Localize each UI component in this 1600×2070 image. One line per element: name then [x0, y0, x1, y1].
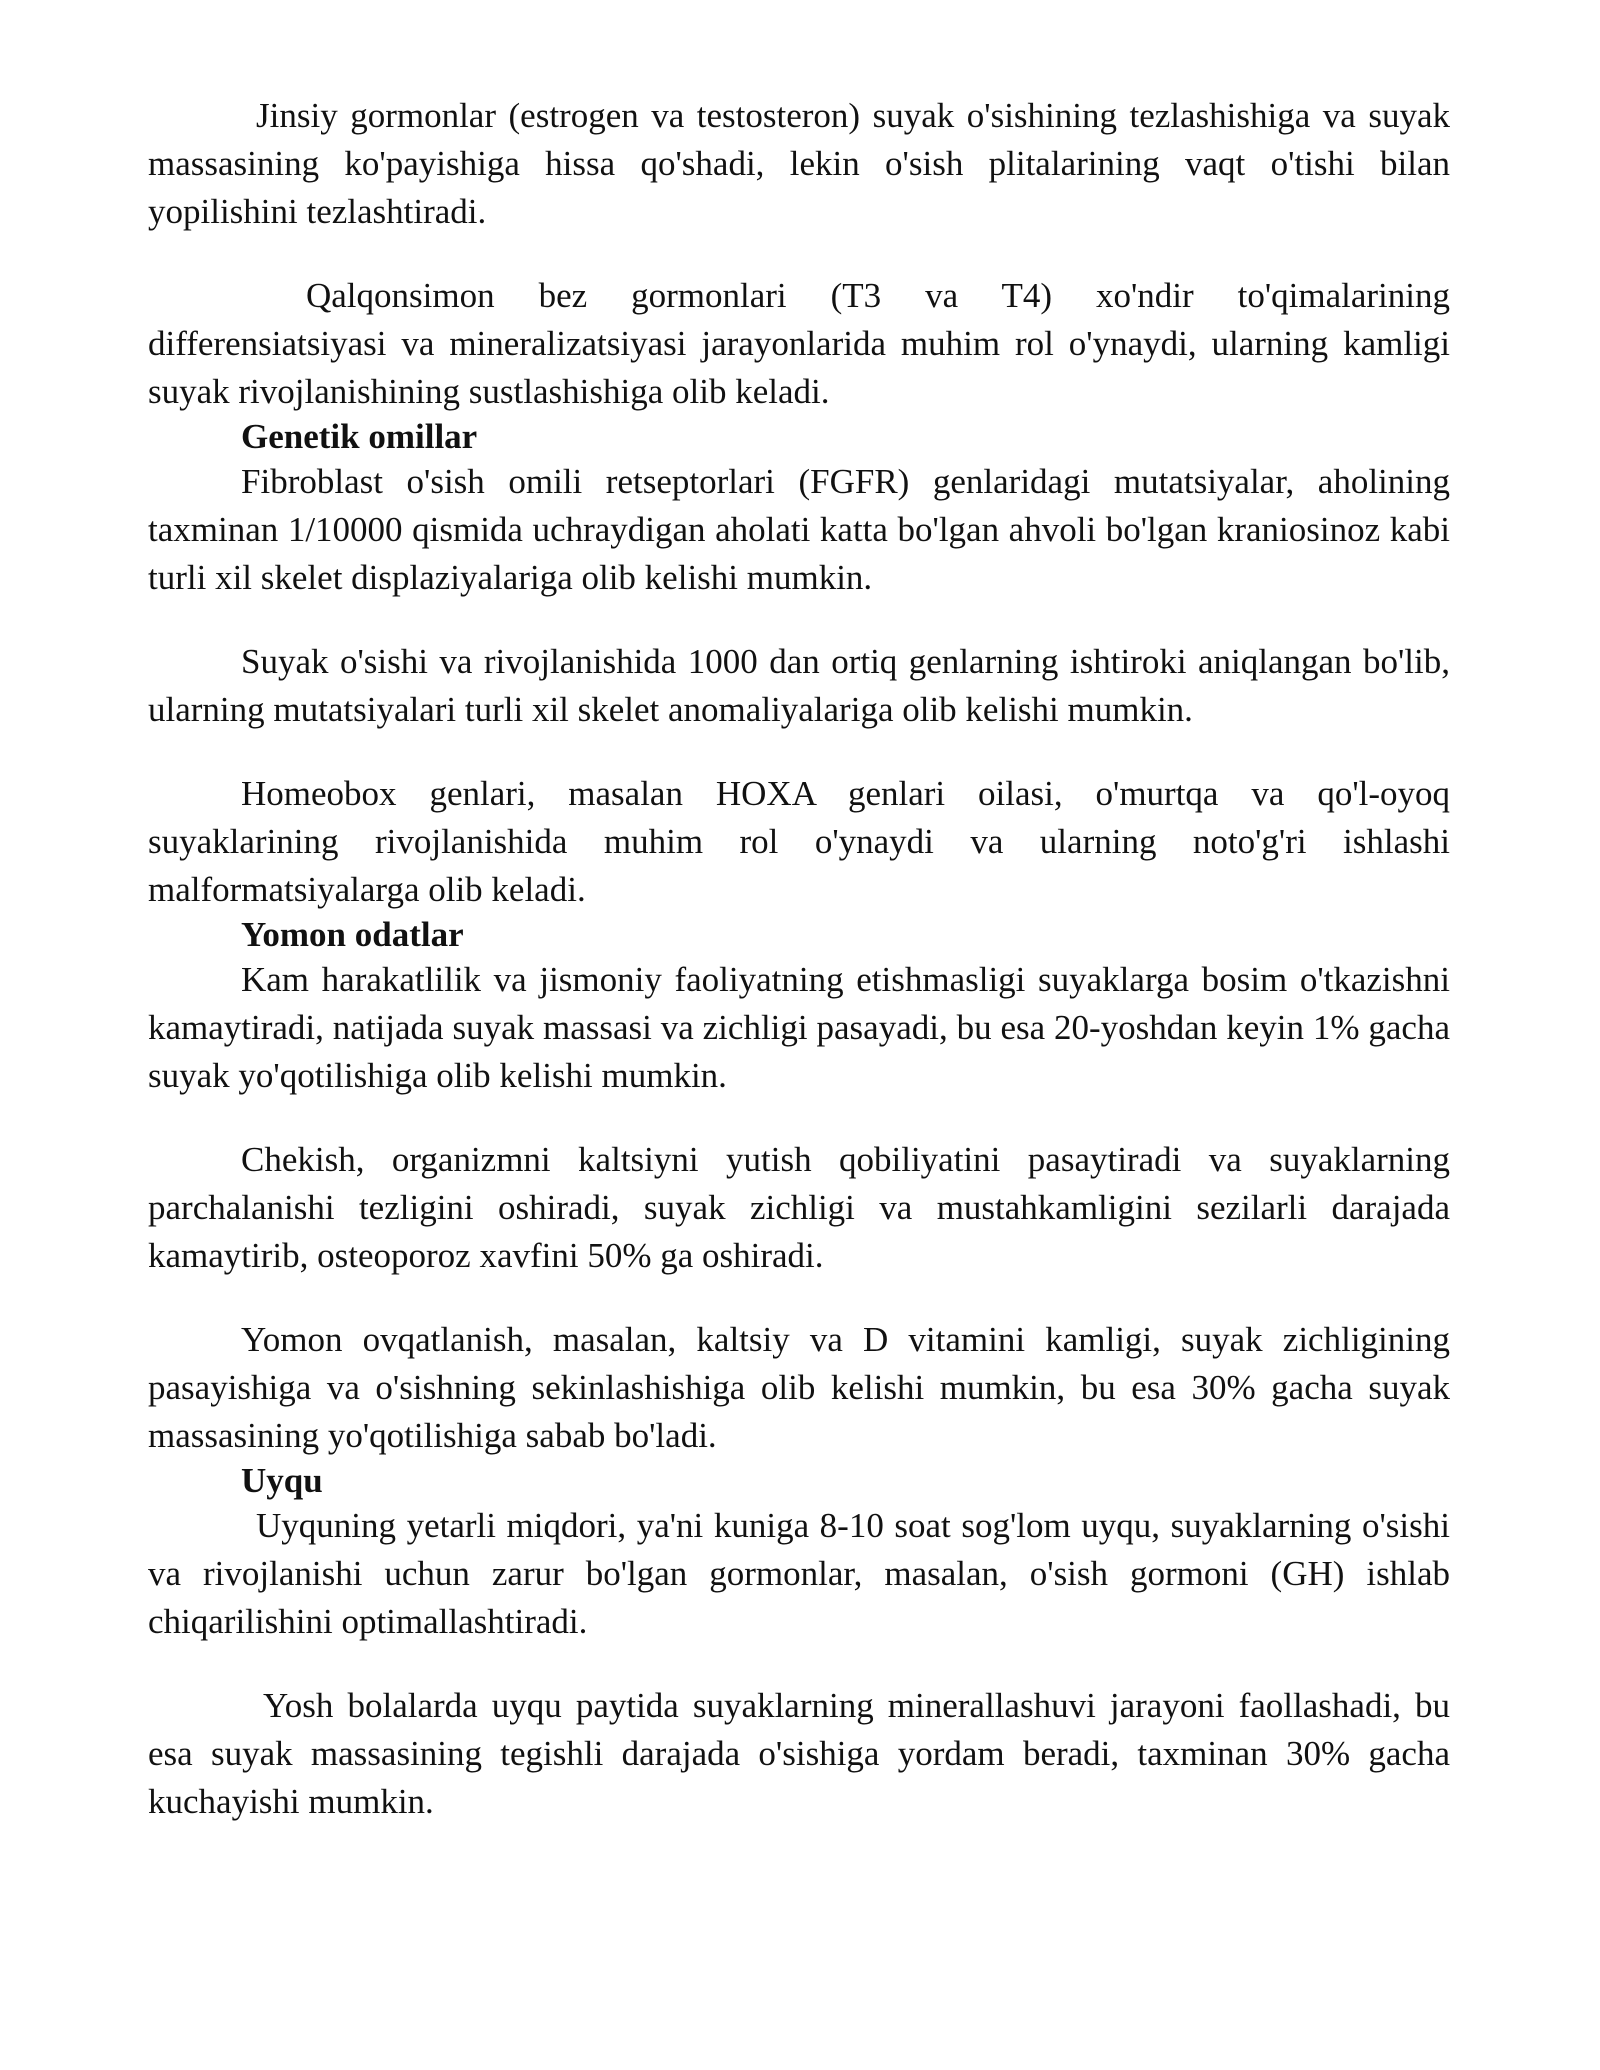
- paragraph-sleep-amount: Uyquning yetarli miqdori, ya'ni kuniga 8-10 soat sog'lom uyqu, suyaklarning o'sishi va rivojlanishi uchun zarur bo'lgan gormonlar, masalan, o'sish gormoni (GH) ishlab chiqarilishini optimallashtiradi.: [148, 1506, 1450, 1641]
- paragraph-smoking: Chekish, organizmni kaltsiyni yutish qobiliyatini pasaytiradi va suyaklarning parchalanishi tezligini oshiradi, suyak zichligi va mustahkamligini sezilarli darajada kamaytirib, osteoporoz xavfini 50% ga oshiradi.: [148, 1140, 1450, 1275]
- paragraph-fgfr: Fibroblast o'sish omili retseptorlari (FGFR) genlaridagi mutatsiyalar, aholining taxminan 1/10000 qismida uchraydigan aholati katta bo'lgan ahvoli bo'lgan kraniosinoz kabi turli xil skelet displaziyalariga olib kelishi mumkin.: [148, 462, 1450, 597]
- paragraph-sex-hormones: Jinsiy gormonlar (estrogen va testosteron) suyak o'sishining tezlashishiga va suyak massasining ko'payishiga hissa qo'shadi, lekin o'sish plitalarining vaqt o'tishi bilan yopilishini tezlashtiradi.: [148, 96, 1450, 231]
- paragraph-poor-nutrition: Yomon ovqatlanish, masalan, kaltsiy va D vitamini kamligi, suyak zichligining pasayishiga va o'sishning sekinlashishiga olib kelishi mumkin, bu esa 30% gacha suyak massasining yo'qotilishiga sabab bo'ladi.: [148, 1320, 1450, 1455]
- heading-bad-habits: Yomon odatlar: [241, 915, 464, 954]
- paragraph-low-activity: Kam harakatlilik va jismoniy faoliyatning etishmasligi suyaklarga bosim o'tkazishni kamaytiradi, natijada suyak massasi va zichligi pasayadi, bu esa 20-yoshdan keyin 1% gacha suyak yo'qotilishiga olib kelishi mumkin.: [148, 960, 1450, 1095]
- heading-sleep: Uyqu: [241, 1461, 323, 1500]
- document-page: [148, 92, 1450, 1826]
- paragraph-homeobox: Homeobox genlari, masalan HOXA genlari oilasi, o'murtqa va qo'l-oyoq suyaklarining rivojlanishida muhim rol o'ynaydi va ularning noto'g'ri ishlashi malformatsiyalarga olib keladi.: [148, 774, 1450, 909]
- paragraph-genes-count: Suyak o'sishi va rivojlanishida 1000 dan ortiq genlarning ishtiroki aniqlangan bo'lib, ularning mutatsiyalari turli xil skelet anomaliyalariga olib kelishi mumkin.: [148, 642, 1450, 729]
- paragraph-children-sleep: Yosh bolalarda uyqu paytida suyaklarning minerallashuvi jarayoni faollashadi, bu esa suyak massasining tegishli darajada o'sishiga yordam beradi, taxminan 30% gacha kuchayishi mumkin.: [148, 1686, 1450, 1821]
- heading-genetic-factors: Genetik omillar: [241, 417, 478, 456]
- paragraph-thyroid-hormones: Qalqonsimon bez gormonlari (T3 va T4) xo'ndir to'qimalarining differensiatsiyasi va mineralizatsiyasi jarayonlarida muhim rol o'ynaydi, ularning kamligi suyak rivojlanishining sustlashishiga olib keladi.: [148, 276, 1450, 411]
